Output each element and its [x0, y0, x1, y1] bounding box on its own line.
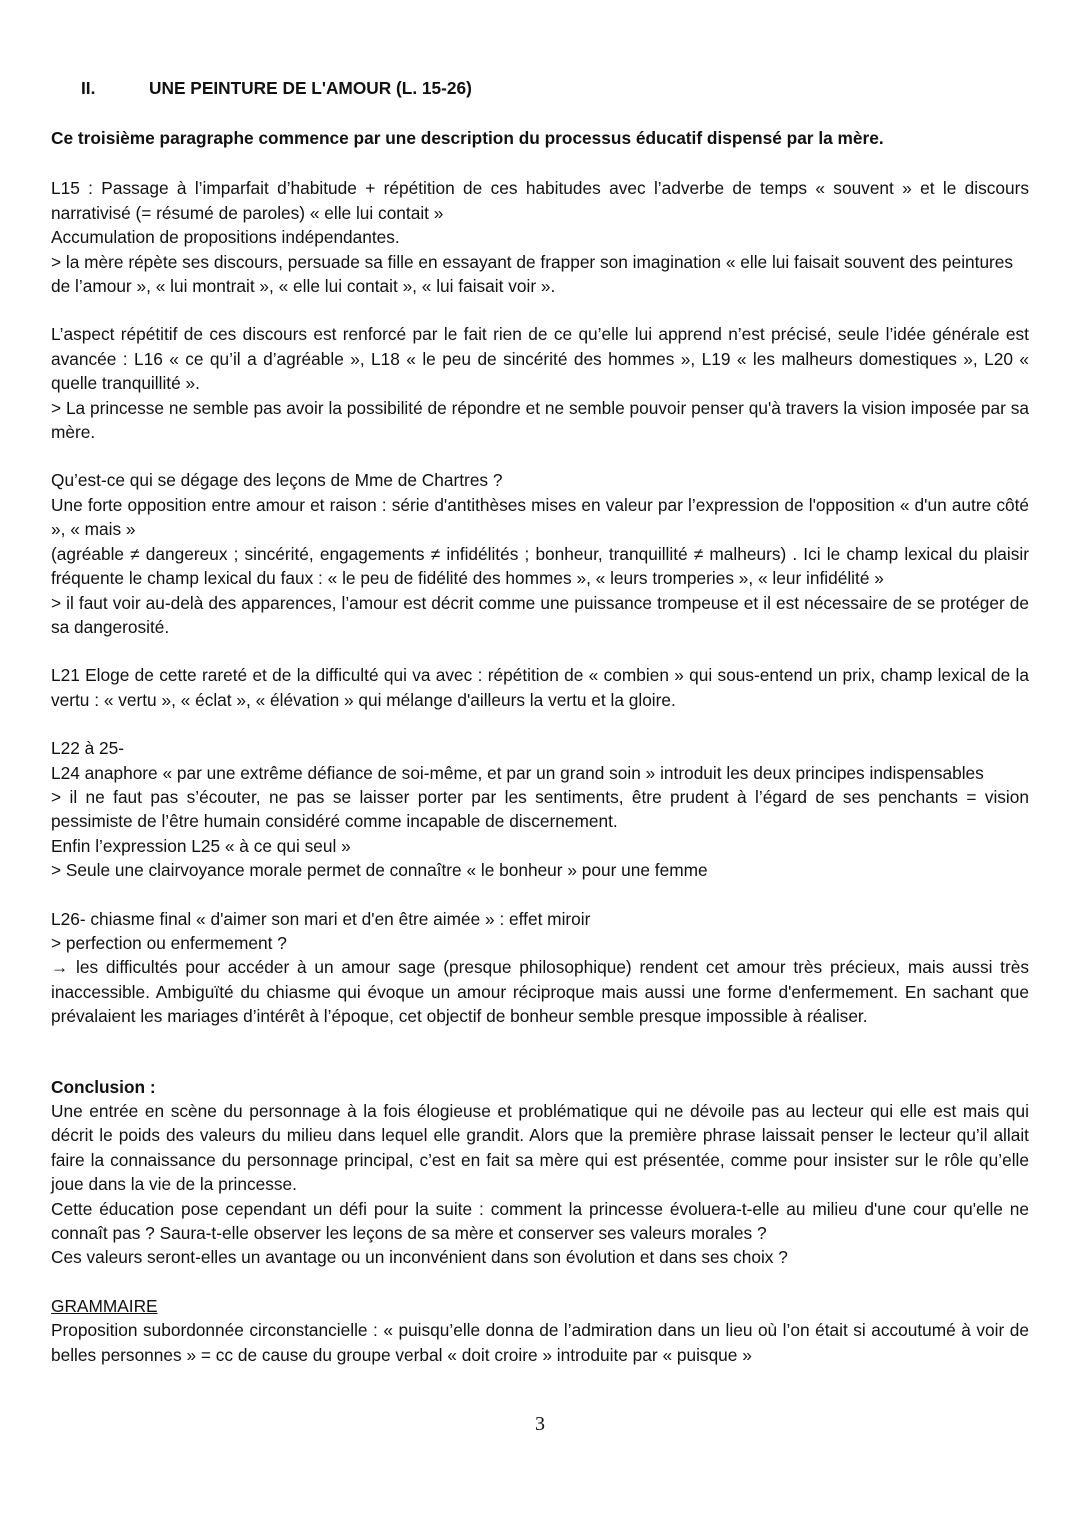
paragraph-line: L26- chiasme final « d'aimer son mari et d'en être aimée » : effet miroir	[51, 908, 591, 929]
conclusion-section	[51, 1075, 1029, 1270]
paragraph-line: L22 à 25-	[51, 738, 125, 759]
paragraph-line: > il faut voir au-delà des apparences, l’amour est décrit comme une puissance trompeuse et il est nécessaire de se protéger de sa dangerosité.	[51, 592, 1029, 637]
paragraph-line: > la mère répète ses discours, persuade sa fille en essayant de frapper son imagination « elle lui faisait souvent des peintures de l’amour », « lui montrait », « elle lui contait », « lui faisait voir ».	[51, 251, 1014, 297]
document-page	[51, 76, 1029, 1391]
paragraph-line: > il ne faut pas s’écouter, ne pas se laisser porter par les sentiments, être prudent à l’égard de ses penchants = vision pessimiste de l’être humain considéré comme incapable de discernement.	[51, 786, 1029, 832]
paragraph-line: L24 anaphore « par une extrême défiance de soi-même, et par un grand soin » introduit les deux principes indispensables	[51, 762, 984, 783]
analysis-block-l26	[51, 907, 1029, 1029]
conclusion-paragraph: Une entrée en scène du personnage à la fois élogieuse et problématique qui ne dévoile pas au lecteur qui elle est mais qui décrit le poids des valeurs du milieu dans lequel elle grandit. Alors que la première phrase laissait penser le lecteur qu’il allait faire la connaissance du personnage principal, c’est en fait sa mère qui est présentée, comme pour insister sur le rôle qu’elle joue dans la vie de la princesse.	[51, 1101, 1029, 1195]
analysis-block-l22-25	[51, 736, 1029, 882]
paragraph-line: Accumulation de propositions indépendantes.	[51, 227, 400, 248]
paragraph-line: → les difficultés pour accéder à un amour sage (presque philosophique) rendent cet amour très précieux, mais aussi très inaccessible. Ambiguïté du chiasme qui évoque un amour réciproque mais aussi une forme d'enfermement. En sachant que prévalaient les mariages d’intérêt à l’époque, cet objectif de bonheur semble presque impossible à réaliser.	[51, 957, 1029, 1027]
paragraph-line: Une forte opposition entre amour et raison : série d'antithèses mises en valeur par l’expression de l'opposition « d'un autre côté », « mais »	[51, 494, 1029, 540]
analysis-block-repetition	[51, 322, 1029, 444]
conclusion-paragraph: Cette éducation pose cependant un défi pour la suite : comment la princesse évoluera-t-elle au milieu d'une cour qu'elle ne connaît pas ? Saura-t-elle observer les leçons de sa mère et conserver ses valeurs morales ?	[51, 1198, 1029, 1244]
grammar-title: GRAMMAIRE	[51, 1295, 158, 1316]
paragraph-line: Enfin l’expression L25 « à ce qui seul »	[51, 835, 351, 856]
conclusion-paragraph: Ces valeurs seront-elles un avantage ou un inconvénient dans son évolution et dans ses choix ?	[51, 1247, 788, 1268]
paragraph-line: L’aspect répétitif de ces discours est renforcé par le fait rien de ce qu’elle lui apprend n’est précisé, seule l’idée générale est avancée : L16 « ce qu’il a d’agréable », L18 « le peu de sincérité des hommes », L19 « les malheurs domestiques », L20 « quelle tranquillité ».	[51, 324, 1029, 394]
paragraph-line: Qu’est-ce qui se dégage des leçons de Mme de Chartres ?	[51, 470, 503, 491]
section-title: UNE PEINTURE DE L'AMOUR (L. 15-26)	[149, 78, 472, 98]
paragraph-line: (agréable ≠ dangereux ; sincérité, engagements ≠ infidélités ; bonheur, tranquillité ≠ malheurs) . Ici le champ lexical du plaisir fréquente le champ lexical du faux : « le peu de fidélité des hommes », « leurs tromperies », « leur infidélité »	[51, 543, 1029, 589]
paragraph-line: L15 : Passage à l’imparfait d’habitude + répétition de ces habitudes avec l’adverbe de temps « souvent » et le discours narrativisé (= résumé de paroles) « elle lui contait »	[51, 178, 1029, 223]
conclusion-title: Conclusion :	[51, 1076, 156, 1097]
section-number: II.	[81, 78, 96, 98]
paragraph-line: > Seule une clairvoyance morale permet de connaître « le bonheur » pour une femme	[51, 860, 708, 881]
analysis-block-l15	[51, 176, 1029, 298]
intro-paragraph: Ce troisième paragraphe commence par une description du processus éducatif dispensé par la mère.	[51, 128, 884, 148]
paragraph-line: L21 Eloge de cette rareté et de la difficulté qui va avec : répétition de « combien » qui sous-entend un prix, champ lexical de la vertu : « vertu », « éclat », « élévation » qui mélange d'ailleurs la vertu et la gloire.	[51, 665, 1029, 710]
page-number: 3	[535, 1413, 545, 1435]
grammar-text: Proposition subordonnée circonstancielle : « puisqu’elle donna de l’admiration dans un lieu où l’on était si accoutumé à voir de belles personnes » = cc de cause du groupe verbal « doit croire » introduite par « puisque »	[51, 1320, 1029, 1365]
grammar-section	[51, 1294, 1029, 1367]
analysis-block-lessons	[51, 468, 1029, 639]
analysis-block-l21	[51, 663, 1029, 712]
paragraph-line: > perfection ou enfermement ?	[51, 932, 287, 953]
section-heading	[51, 76, 1029, 100]
paragraph-line: > La princesse ne semble pas avoir la possibilité de répondre et ne semble pouvoir penser qu'à travers la vision imposée par sa mère.	[51, 397, 1029, 443]
